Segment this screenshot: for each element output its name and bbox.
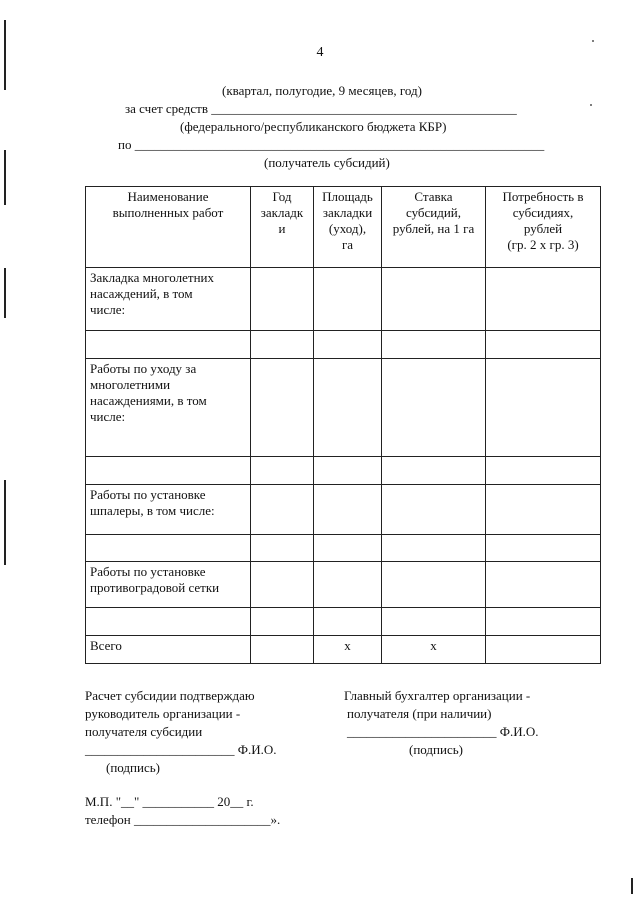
table-cell[interactable] <box>382 485 486 535</box>
table-cell[interactable] <box>251 562 314 608</box>
scan-margin-mark <box>631 878 633 894</box>
table-row <box>86 331 601 359</box>
row-name[interactable] <box>86 608 251 636</box>
table-cell[interactable] <box>382 268 486 331</box>
table-cell[interactable] <box>251 608 314 636</box>
table-header-row <box>86 187 601 268</box>
column-header: Наименование выполненных работ <box>86 187 251 268</box>
table-cell[interactable] <box>382 331 486 359</box>
chief-accountant-recipient-text: получателя (при наличии) <box>347 706 492 721</box>
scan-margin-mark <box>4 480 6 565</box>
table-cell[interactable] <box>314 268 382 331</box>
funds-line <box>125 101 517 117</box>
table-cell[interactable] <box>486 535 601 562</box>
table-cell[interactable] <box>251 636 314 664</box>
row-name[interactable] <box>86 535 251 562</box>
table-cell[interactable] <box>486 562 601 608</box>
table-cell[interactable] <box>251 331 314 359</box>
column-header: Ставка субсидий, рублей, на 1 га <box>382 187 486 268</box>
funds-prefix: за счет средств <box>125 101 208 116</box>
table-cell[interactable] <box>382 359 486 457</box>
table-cell[interactable] <box>314 457 382 485</box>
row-name[interactable] <box>86 331 251 359</box>
table-row <box>86 608 601 636</box>
budget-hint: (федерального/республиканского бюджета КБР) <box>180 119 447 134</box>
row-name: Работы по уходу за многолетними насаждениями, в том числе: <box>86 359 251 457</box>
table-cell[interactable] <box>382 562 486 608</box>
period-line: (квартал, полугодие, 9 месяцев, год) <box>222 83 422 98</box>
table-cell[interactable] <box>251 485 314 535</box>
table-cell[interactable] <box>251 535 314 562</box>
table-cell[interactable] <box>251 268 314 331</box>
table-cell[interactable] <box>251 457 314 485</box>
head-of-org-text: руководитель организации - <box>85 706 241 721</box>
table-cell[interactable] <box>486 457 601 485</box>
table-cell[interactable] <box>314 485 382 535</box>
table-cell[interactable] <box>486 608 601 636</box>
not-applicable-mark: x <box>314 636 382 664</box>
row-name[interactable] <box>86 457 251 485</box>
recipient-prefix: по <box>118 137 132 152</box>
table-row <box>86 359 601 457</box>
row-name: Работы по установке шпалеры, в том числе: <box>86 485 251 535</box>
table-cell[interactable] <box>314 359 382 457</box>
table-cell[interactable] <box>486 331 601 359</box>
table-row <box>86 485 601 535</box>
accountant-signature-line[interactable]: _______________________ Ф.И.О. <box>347 724 539 739</box>
recipient-line <box>118 137 544 153</box>
table-cell[interactable] <box>486 636 601 664</box>
table-cell[interactable] <box>314 608 382 636</box>
column-header: Потребность в субсидиях, рублей (гр. 2 x гр. 3) <box>486 187 601 268</box>
table-row <box>86 562 601 608</box>
recipient-text: получателя субсидии <box>85 724 203 739</box>
page-number: 4 <box>316 45 324 60</box>
table-cell[interactable] <box>314 535 382 562</box>
scan-speck <box>592 40 594 42</box>
column-header: Год закладк и <box>251 187 314 268</box>
column-header: Площадь закладки (уход), га <box>314 187 382 268</box>
scan-speck <box>590 104 592 106</box>
head-signature-line[interactable]: _______________________ Ф.И.О. <box>85 742 277 757</box>
table-row <box>86 535 601 562</box>
accountant-signature-hint: (подпись) <box>409 742 463 757</box>
table-cell[interactable] <box>382 608 486 636</box>
scan-margin-mark <box>4 150 6 205</box>
stamp-date-line[interactable]: М.П. "__" ___________ 20__ г. <box>85 794 254 809</box>
table-cell[interactable] <box>486 485 601 535</box>
total-label: Всего <box>86 636 251 664</box>
total-row <box>86 636 601 664</box>
phone-line[interactable]: телефон _____________________». <box>85 812 281 827</box>
head-signature-hint: (подпись) <box>106 760 160 775</box>
subsidy-table <box>85 186 601 664</box>
recipient-hint: (получатель субсидий) <box>264 155 390 170</box>
table-cell[interactable] <box>251 359 314 457</box>
table-row <box>86 457 601 485</box>
not-applicable-mark: x <box>382 636 486 664</box>
row-name: Закладка многолетних насаждений, в том числе: <box>86 268 251 331</box>
table-cell[interactable] <box>314 331 382 359</box>
table-row <box>86 268 601 331</box>
recipient-blank[interactable]: _______________________________________________________________ <box>134 137 545 152</box>
row-name: Работы по установке противоградовой сетки <box>86 562 251 608</box>
table-cell[interactable] <box>382 457 486 485</box>
table-cell[interactable] <box>382 535 486 562</box>
scan-margin-mark <box>4 268 6 318</box>
table-cell[interactable] <box>314 562 382 608</box>
funds-blank[interactable]: _______________________________________________ <box>211 101 517 116</box>
table-cell[interactable] <box>486 359 601 457</box>
confirm-text: Расчет субсидии подтверждаю <box>85 688 255 703</box>
table-cell[interactable] <box>486 268 601 331</box>
chief-accountant-text: Главный бухгалтер организации - <box>344 688 531 703</box>
